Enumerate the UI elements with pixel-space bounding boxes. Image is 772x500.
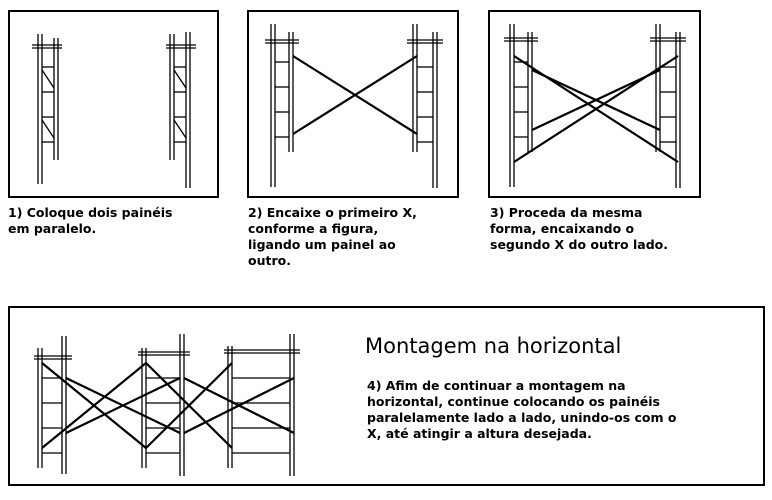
two-parallel-panels-drawing (10, 12, 217, 196)
step-4-caption: 4) Afim de continuar a montagem na horizontal, continue colocando os painéis paralelamente lado a lado, unindo-os com o X, até atingir a altura desejada. (367, 378, 677, 441)
step-2-caption: 2) Encaixe o primeiro X, conforme a figura, ligando um painel ao outro. (248, 205, 417, 268)
step-1-caption: 1) Coloque dois painéis em paralelo. (8, 205, 173, 236)
step-2-illustration (247, 10, 459, 198)
step-3-caption: 3) Proceda da mesma forma, encaixando o segundo X do outro lado. (490, 205, 668, 252)
step-3-illustration (488, 10, 701, 198)
step-4-box (8, 306, 765, 486)
horizontal-assembly-drawing (10, 308, 340, 484)
second-x-brace-drawing (490, 12, 699, 196)
horizontal-title: Montagem na horizontal (365, 334, 622, 358)
step-1-illustration (8, 10, 219, 198)
first-x-brace-drawing (249, 12, 457, 196)
